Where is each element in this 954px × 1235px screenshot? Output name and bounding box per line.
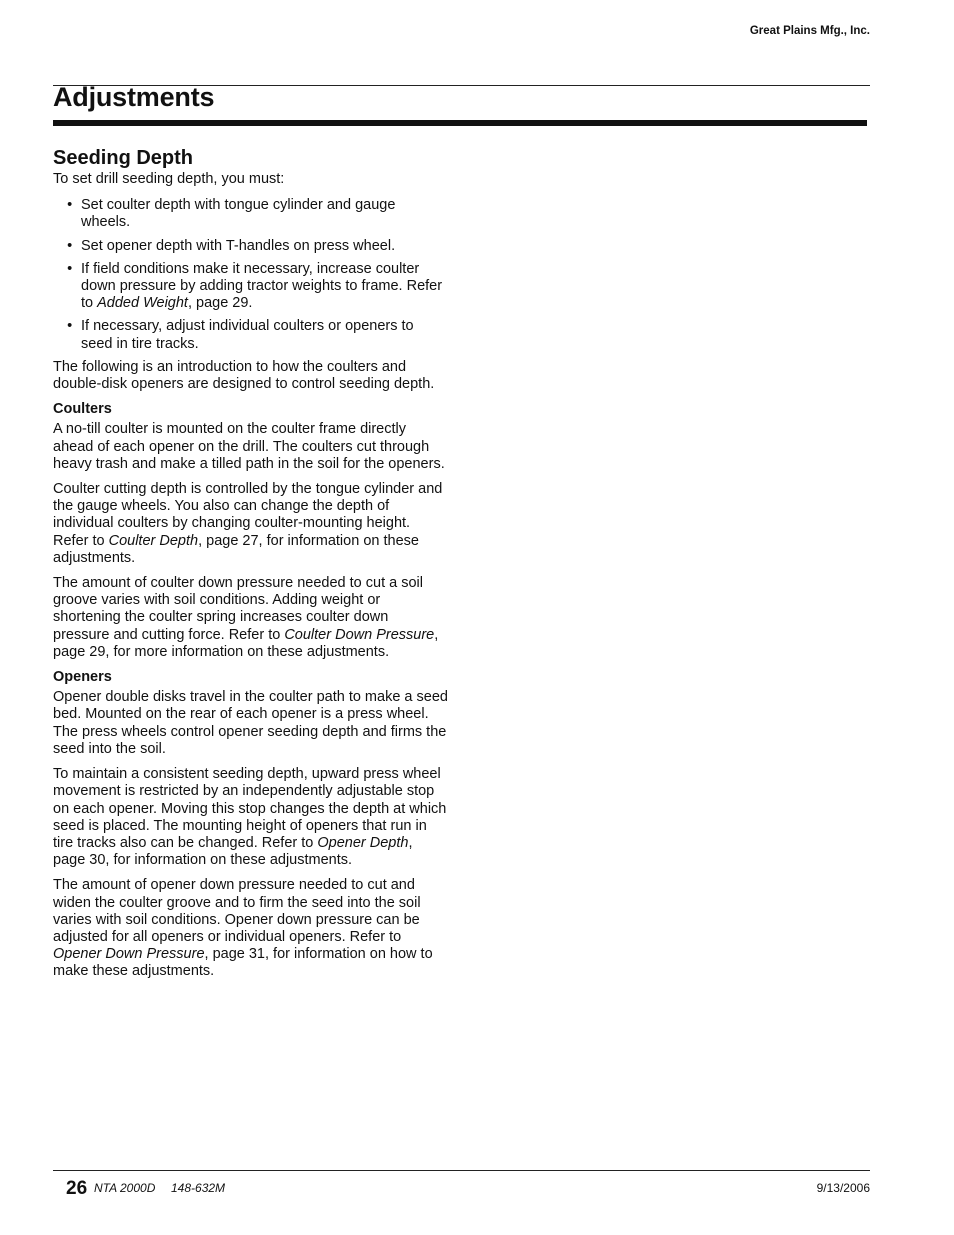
list-item-text: If necessary, adjust individual coulters or openers to seed in tire tracks. <box>81 318 414 352</box>
coulters-heading: Coulters <box>53 401 112 418</box>
list-item <box>53 197 448 231</box>
bullet-icon: • <box>67 237 73 254</box>
part-number: 148-632M <box>171 1181 226 1195</box>
openers-paragraph: Opener double disks travel in the coulter path to make a seed bed. Mounted on the rear of each opener is a press wheel. The press wheels control opener seeding depth and firms the seed into the soil. <box>53 689 448 757</box>
intro-text: To set drill seeding depth, you must: <box>53 171 285 187</box>
coulters-paragraph <box>53 575 448 661</box>
coulters-paragraph: A no-till coulter is mounted on the coulter frame directly ahead of each opener on the drill. The coulters cut through heavy trash and make a tilled path in the soil for the openers. <box>53 421 445 472</box>
cross-reference: Opener Depth <box>317 834 409 851</box>
cross-reference: Coulter Depth <box>108 532 199 549</box>
list-item-text: If field conditions make it necessary, increase coulter down pressure by adding tractor weights to frame. Refer to <box>81 260 443 312</box>
page-number: 26 <box>66 1178 88 1199</box>
paragraph-text: The amount of coulter down pressure needed to cut a soil groove varies with soil conditions. Adding weight or shortening the coulter spring increases coulter down pressure and cutting force. Refer to <box>53 575 423 643</box>
cross-reference: Coulter Down Pressure <box>284 626 435 643</box>
content-column <box>53 145 448 989</box>
paragraph-text: Coulter cutting depth is controlled by the tongue cylinder and the gauge wheels. You also can change the depth of individual coulters by changing coulter-mounting height. Refer to <box>53 481 443 549</box>
bullet-icon: • <box>67 260 73 277</box>
cross-reference: Added Weight <box>97 295 188 312</box>
model-name: NTA 2000D <box>94 1181 156 1195</box>
page-title: Adjustments <box>53 82 215 112</box>
bullet-icon: • <box>67 318 73 335</box>
list-item-text: , page 29. <box>187 295 253 312</box>
openers-paragraph <box>53 877 448 980</box>
openers-heading: Openers <box>53 669 112 686</box>
company-name: Great Plains Mfg., Inc. <box>749 25 870 37</box>
paragraph-text: , page 27, for information on these adjustments. <box>53 532 419 566</box>
paragraph-text: The amount of opener down pressure needed to cut and widen the coulter groove and to firm the seed into the soil varies with soil conditions. Opener down pressure can be adjusted for all openers or individual openers. Refer to <box>53 877 421 945</box>
publish-date: 9/13/2006 <box>816 1181 870 1195</box>
list-item <box>53 238 448 255</box>
list-item <box>53 261 448 313</box>
footer-rule <box>53 1170 870 1171</box>
overview-paragraph: The following is an introduction to how the coulters and double-disk openers are designed to control seeding depth. <box>53 358 435 393</box>
cross-reference: Opener Down Pressure <box>53 946 205 963</box>
title-rule <box>53 120 867 126</box>
paragraph-text: , page 30, for information on these adjustments. <box>53 834 413 869</box>
steps-list <box>53 197 448 353</box>
coulters-paragraph <box>53 481 448 567</box>
bullet-icon: • <box>67 197 73 214</box>
list-item-text: Set opener depth with T-handles on press wheel. <box>81 237 396 254</box>
openers-paragraph <box>53 766 448 869</box>
paragraph-text: , page 29, for more information on these adjustments. <box>53 626 439 660</box>
list-item <box>53 318 448 352</box>
list-item-text: Set coulter depth with tongue cylinder and gauge wheels. <box>81 197 396 231</box>
paragraph-text: , page 31, for information on how to make these adjustments. <box>53 946 433 980</box>
paragraph-text: To maintain a consistent seeding depth, upward press wheel movement is restricted by an independently adjustable stop on each opener. Moving this stop changes the depth at which seed is placed. The mounting height of openers that run in tire tracks also can be changed. Refer to <box>53 766 447 851</box>
section-heading: Seeding Depth <box>53 147 194 169</box>
